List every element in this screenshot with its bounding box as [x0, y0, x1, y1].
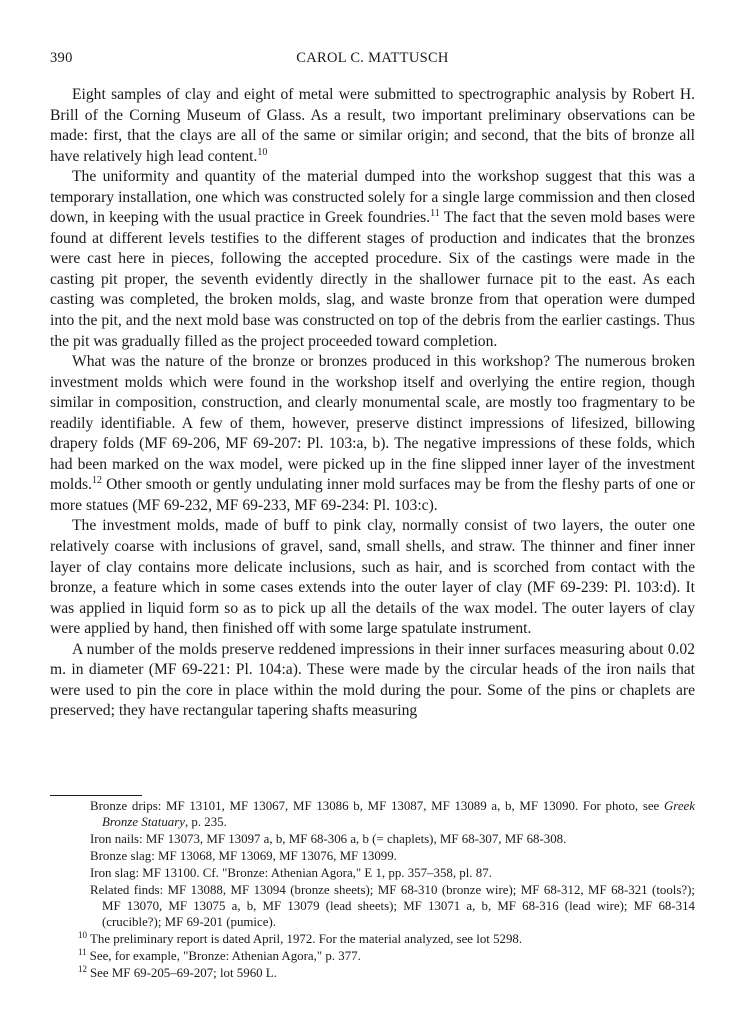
footnote-ref[interactable]: 11: [430, 208, 440, 220]
find-list-item: Bronze slag: MF 13068, MF 13069, MF 13076, MF 13099.: [90, 849, 397, 863]
paragraph-workshop-uniformity: The uniformity and quantity of the material dumped into the workshop suggest that this was a temporary installation, one which was constructed solely for a single large commission and then closed down, in keeping with the usual practice in Greek foundries.$^{11}$ The fact that the seven mold bases were found at different levels testifies to the different stages of production and indicates that the bronzes were cast here in pieces, following the accepted procedure. Six of the castings were made in the casting pit proper, the seventh evidently directly in the shallower furnace pit to the east. As each casting was completed, the broken molds, slag, and waste bronze from that operation were dumped into the pit, and the next mold base was constructed on top of the debris from the earlier castings. Thus the pit was gradually filled as the project proceeded toward completion.: [50, 168, 695, 350]
paragraph-spectrographic-analysis: Eight samples of clay and eight of metal were submitted to spectrographic analysis by Robert H. Brill of the Corning Museum of Glass. As a result, two important preliminary observations can be made: first, that the clays are all of the same or similar origin; and second, that the bits of bronze all have relatively high lead content.$^{10}$: [50, 86, 695, 165]
footnote-number: 11: [78, 947, 87, 957]
running-head: [50, 50, 695, 70]
footnote-rule: [50, 795, 142, 796]
author-name: CAROL C. MATTUSCH: [296, 50, 449, 66]
paragraph-nature-of-bronzes: What was the nature of the bronze or bronzes produced in this workshop? The numerous broken investment molds which were found in the workshop itself and overlying the entire region, though similar in composition, construction, and clearly monumental scale, are mostly too fragmentary to be readily identifiable. A few of them, however, preserve distinct impressions of lifesized, billowing drapery folds (MF 69-206, MF 69-207: Pl. 103:a, b). The negative impressions of these folds, which had been marked on the wax model, were picked up in the fine slipped inner layer of the investment molds.$^{12}$ Other smooth or gently undulating inner mold surfaces may be from the fleshy parts of one or more statues (MF 69-232, MF 69-233, MF 69-234: Pl. 103:c).: [50, 353, 695, 514]
footnote-12: $^{12}$ See MF 69-205–69-207; lot 5960 L.: [78, 964, 277, 980]
find-list-item: Iron slag: MF 13100. Cf. "Bronze: Athenian Agora," E 1, pp. 357–358, pl. 87.: [90, 866, 492, 880]
find-list-item: Iron nails: MF 13073, MF 13097 a, b, MF 68-306 a, b (= chaplets), MF 68-307, MF 68-308.: [90, 832, 567, 846]
footnotes-section: [50, 798, 695, 982]
footnote-ref[interactable]: 12: [92, 475, 103, 487]
body-text: [50, 85, 695, 722]
footnote-number: 12: [78, 964, 87, 974]
footnote-ref[interactable]: 10: [257, 146, 268, 158]
find-list-item: Bronze drips: MF 13101, MF 13067, MF 13086 b, MF 13087, MF 13089 a, b, MF 13090. For photo, see Greek Bronze Statuary, p. 235.: [90, 799, 695, 829]
paragraph-investment-molds: The investment molds, made of buff to pink clay, normally consist of two layers, the outer one relatively coarse with inclusions of gravel, sand, small shells, and straw. The thinner and finer inner layer of clay contains more delicate inclusions, such as hair, and is scorched from contact with the bronze, a feature which in some cases extends into the outer layer of clay (MF 69-239: Pl. 103:d). It was applied in liquid form so as to pick up all the details of the wax model. The outer layers of clay were applied by hand, then finished off with some large spatulate instrument.: [50, 517, 695, 638]
footnote-number: 10: [78, 930, 87, 940]
footnote-10: $^{10}$ The preliminary report is dated April, 1972. For the material analyzed, see lot 5298.: [78, 930, 523, 946]
page-number: 390: [50, 50, 73, 66]
footnote-11: $^{11}$ See, for example, "Bronze: Athenian Agora," p. 377.: [78, 947, 361, 963]
paragraph-reddened-impressions: A number of the molds preserve reddened impressions in their inner surfaces measuring about 0.02 m. in diameter (MF 69-221: Pl. 104:a). These were made by the circular heads of the iron nails that were used to pin the core in place within the mold during the pour. Some of the pins or chaplets are preserved; they have rectangular tapering shafts measuring: [50, 640, 695, 720]
find-list-item: Related finds: MF 13088, MF 13094 (bronze sheets); MF 68-310 (bronze wire); MF 68-312, MF 68-321 (tools?); MF 13070, MF 13075 a, b, MF 13079 (lead sheets); MF 13071 a, b, MF 68-316 (lead wire); MF 68-314 (crucible?); MF 69-201 (pumice).: [90, 883, 695, 929]
